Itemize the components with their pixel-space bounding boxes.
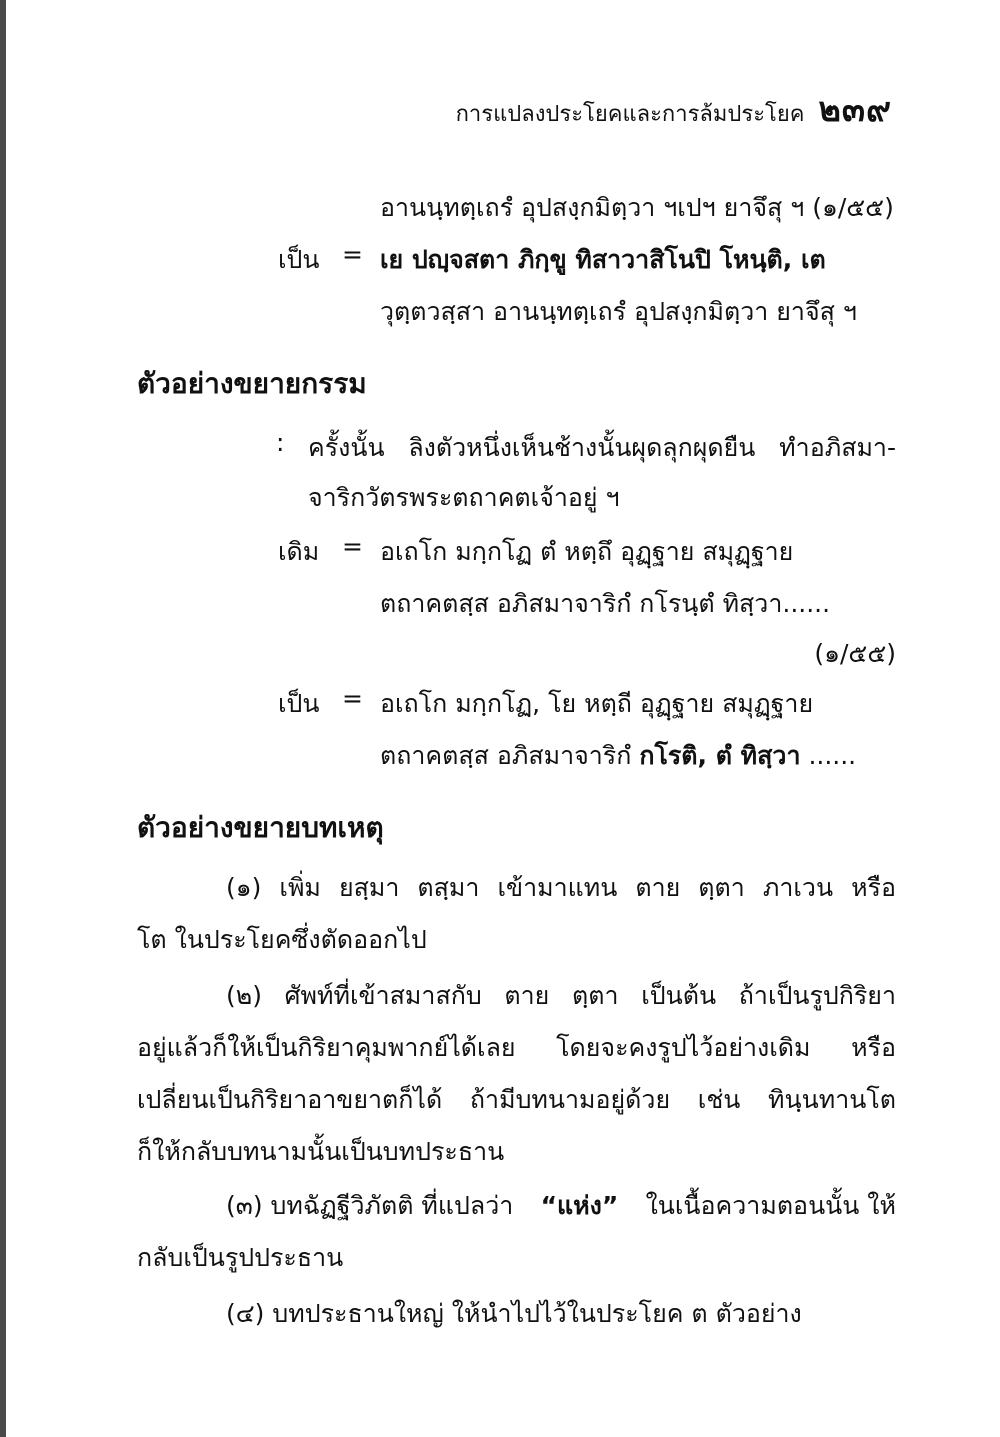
equals-sign: =	[342, 240, 363, 269]
running-title: การแปลงประโยคและการล้มประโยค	[455, 102, 805, 127]
paragraph-line: (๒) ศัพท์ที่เข้าสมาสกับ ตาย ตฺตา เป็นต้น ถ้าเป็นรูปกิริยา	[226, 981, 896, 1010]
pali-line: อเถโก มกฺกโฏ ตํ หตฺถึ อุฏฺฐาย สมุฏฺฐาย	[380, 537, 794, 566]
page-header	[456, 82, 892, 136]
equals-sign: =	[342, 532, 363, 561]
paragraph-line: โต ในประโยคซึ่งตัดออกไป	[137, 925, 427, 954]
paragraph-line: ก็ให้กลับบทนามนั้นเป็นบทประธาน	[137, 1137, 505, 1166]
reference: (๑/๕๕)	[814, 639, 896, 668]
thai-sentence-line: จาริกวัตรพระตถาคตเจ้าอยู่ ฯ	[308, 483, 620, 512]
pali-line: ตถาคตสฺส อภิสมาจาริกํ กโรนฺตํ ทิสฺวา......	[380, 589, 831, 618]
pali-line-mixed	[380, 736, 856, 776]
paragraph-text: (๓) บทฉัฏฐีวิภัตติ ที่แปลว่า	[226, 1191, 514, 1220]
page-number: ๒๓๙	[818, 90, 892, 130]
section-heading: ตัวอย่างขยายบทเหตุ	[137, 811, 384, 844]
pali-text: ตถาคตสฺส อภิสมาจาริกํ	[380, 741, 632, 770]
label-pen: เป็น	[278, 689, 320, 718]
paragraph-line: กลับเป็นรูปประธาน	[137, 1243, 344, 1272]
paragraph-line: (๑) เพิ่ม ยสฺมา ตสฺมา เข้ามาแทน ตาย ตฺตา ภาเวน หรือ	[226, 873, 896, 902]
label-doem: เดิม	[278, 537, 320, 566]
pali-text-bold: กโรติ, ตํ ทิสฺวา	[639, 741, 801, 770]
pali-line: วุตฺตวสฺสา อานนฺทตฺเถรํ อุปสงฺกมิตฺวา ยาจึสุ ฯ	[380, 297, 857, 326]
label-pen: เป็น	[278, 245, 320, 274]
thai-sentence-line: ครั้งนั้น ลิงตัวหนึ่งเห็นช้างนั้นผุดลุกผุดยืน ทำอภิสมา-	[308, 433, 896, 462]
paragraph-line: เปลี่ยนเป็นกิริยาอาขยาตก็ได้ ถ้ามีบทนามอยู่ด้วย เช่น ทินฺนทานโต	[137, 1085, 896, 1114]
pali-line-bold: เย ปญฺจสตา ภิกฺขู ทิสาวาสิโนปิ โหนฺติ, เต	[380, 245, 826, 274]
paragraph-line: (๔) บทประธานใหญ่ ให้นำไปไว้ในประโยค ต ตัวอย่าง	[226, 1299, 802, 1328]
quoted-word: “แห่ง”	[540, 1191, 619, 1220]
ellipsis: ......	[808, 741, 857, 770]
equals-sign: =	[342, 684, 363, 713]
pali-line: อเถโก มกฺกโฏ, โย หตฺถี อุฏฺฐาย สมุฏฺฐาย	[380, 689, 814, 718]
colon-mark: :	[276, 428, 285, 457]
paragraph-line: อยู่แล้วก็ให้เป็นกิริยาคุมพากย์ได้เลย โดยจะคงรูปไว้อย่างเดิม หรือ	[137, 1033, 896, 1062]
page-edge	[0, 0, 6, 1437]
paragraph-text: ในเนื้อความตอนนั้น ให้	[645, 1191, 896, 1220]
paragraph-line-mixed	[226, 1186, 896, 1226]
pali-line: อานนฺทตฺเถรํ อุปสงฺกมิตฺวา ฯเปฯ ยาจึสุ ฯ (๑/๕๕)	[380, 193, 894, 222]
section-heading: ตัวอย่างขยายกรรม	[137, 367, 367, 400]
